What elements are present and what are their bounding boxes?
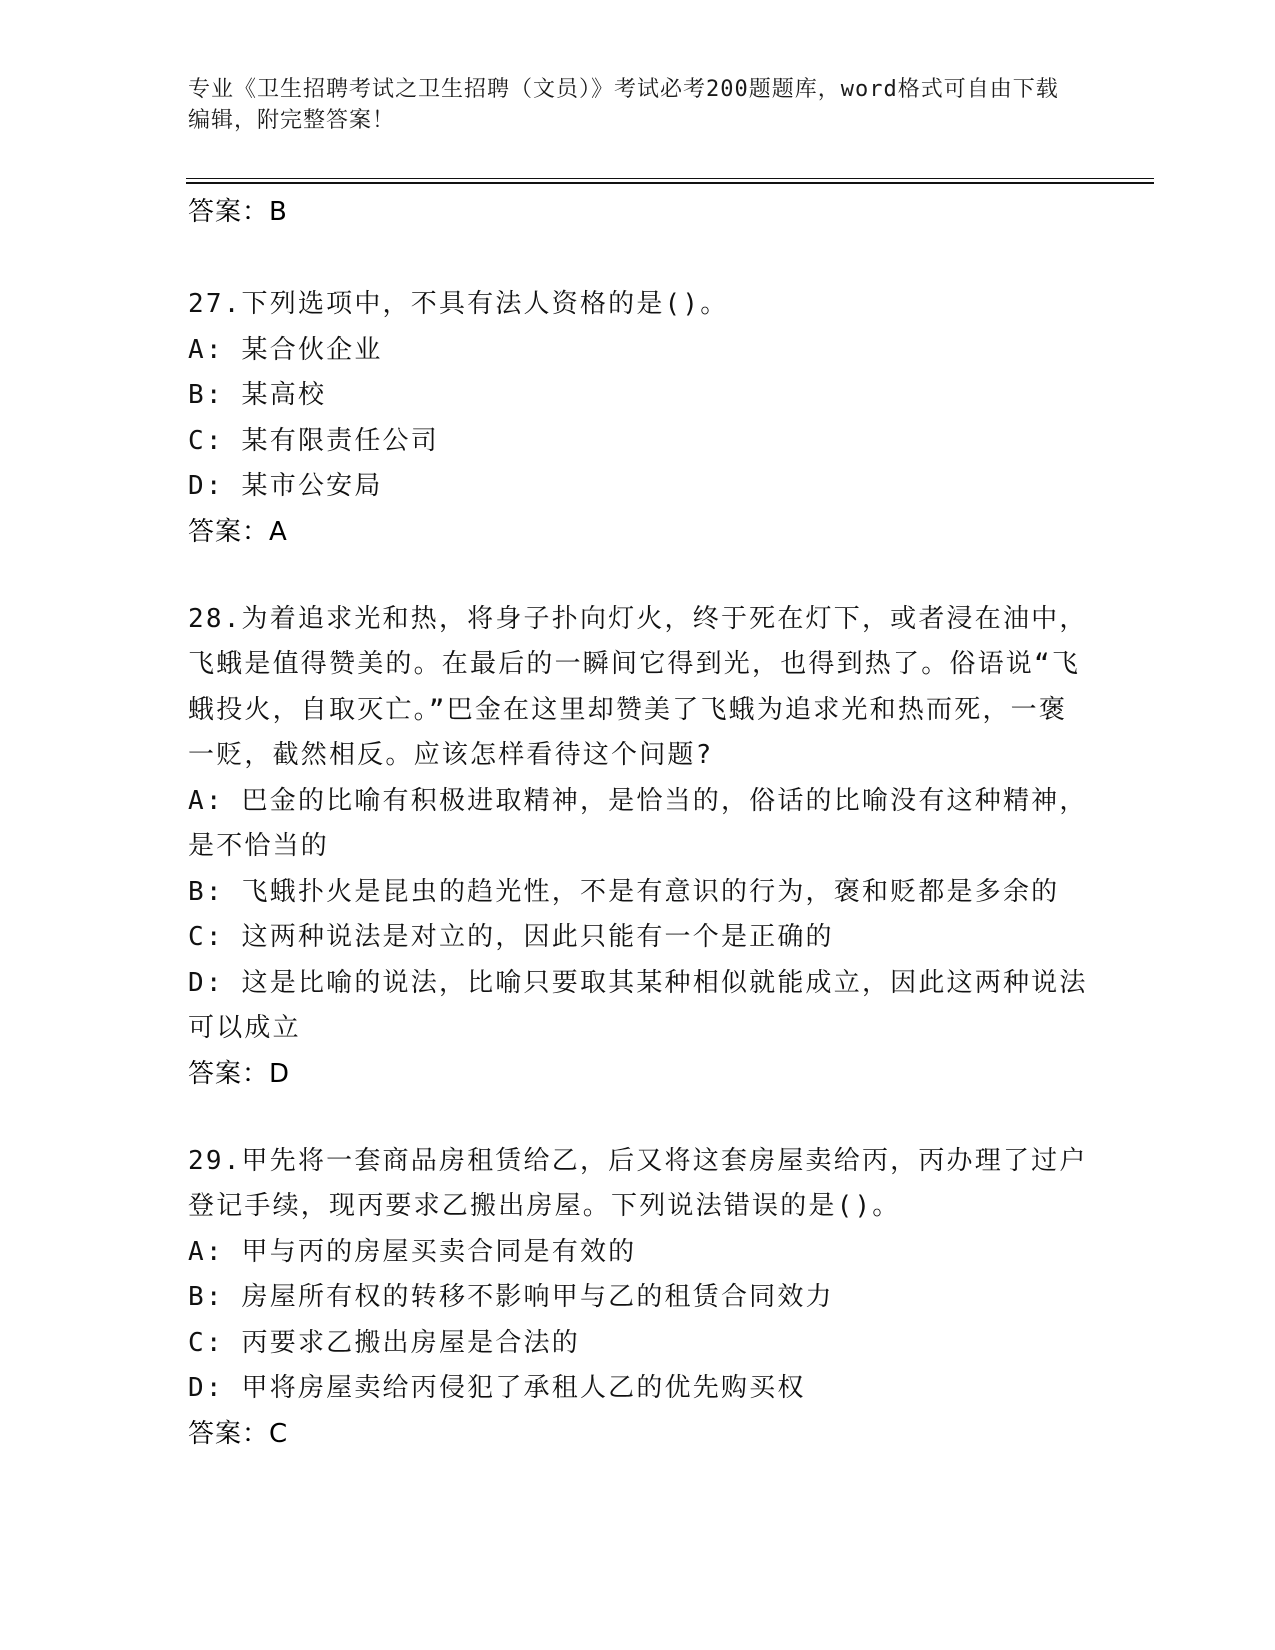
spacer — [188, 554, 1088, 597]
question-list — [188, 190, 1088, 1456]
spacer — [188, 1096, 1088, 1139]
option-b: B: 飞蛾扑火是昆虫的趋光性，不是有意识的行为，褒和贬都是多余的 — [188, 876, 1060, 907]
option-c: C: 这两种说法是对立的，因此只能有一个是正确的 — [188, 922, 834, 952]
question-stem: 29.甲先将一套商品房租赁给乙，后又将这套房屋卖给丙，丙办理了过户登记手续，现丙要求乙搬出房屋。下列说法错误的是()。 — [188, 1145, 1088, 1221]
document-header — [188, 74, 1068, 136]
option-a: A: 甲与丙的房屋买卖合同是有效的 — [188, 1236, 637, 1267]
spacer — [188, 234, 1088, 282]
answer-line: 答案：C — [188, 1418, 289, 1449]
question-27 — [188, 282, 1088, 554]
header-title: 专业《卫生招聘考试之卫生招聘（文员）》考试必考200题题库，word格式可自由下载编辑，附完整答案！ — [188, 77, 1059, 133]
answer-line: 答案：D — [188, 1058, 291, 1089]
answer-line: 答案：A — [188, 516, 288, 547]
option-a: A: 某合伙企业 — [188, 334, 383, 365]
question-29 — [188, 1139, 1088, 1456]
option-b: B: 房屋所有权的转移不影响甲与乙的租赁合同效力 — [188, 1282, 834, 1312]
question-stem: 27.下列选项中，不具有法人资格的是()。 — [188, 289, 729, 319]
option-a: A: 巴金的比喻有积极进取精神，是恰当的，俗话的比喻没有这种精神，是不恰当的 — [188, 785, 1088, 861]
option-b: B: 某高校 — [188, 380, 327, 410]
answer-line: 答案：B — [188, 197, 288, 227]
option-d: D: 这是比喻的说法，比喻只要取其某种相似就能成立，因此这两种说法可以成立 — [188, 967, 1088, 1043]
header-rule-thin — [186, 178, 1154, 179]
option-d: D: 甲将房屋卖给丙侵犯了承租人乙的优先购买权 — [188, 1373, 806, 1403]
option-c: C: 某有限责任公司 — [188, 425, 439, 456]
option-d: D: 某市公安局 — [188, 471, 383, 501]
option-c: C: 丙要求乙搬出房屋是合法的 — [188, 1327, 580, 1358]
question-stem: 28.为着追求光和热，将身子扑向灯火，终于死在灯下，或者浸在油中，飞蛾是值得赞美的。在最后的一瞬间它得到光，也得到热了。俗语说“飞蛾投火，自取灭亡。”巴金在这里却赞美了飞蛾为追求光和热而死，一褒一贬，截然相反。应该怎样看待这个问题? — [188, 603, 1088, 770]
question-28 — [188, 597, 1088, 1096]
header-rule-thick — [186, 182, 1154, 184]
